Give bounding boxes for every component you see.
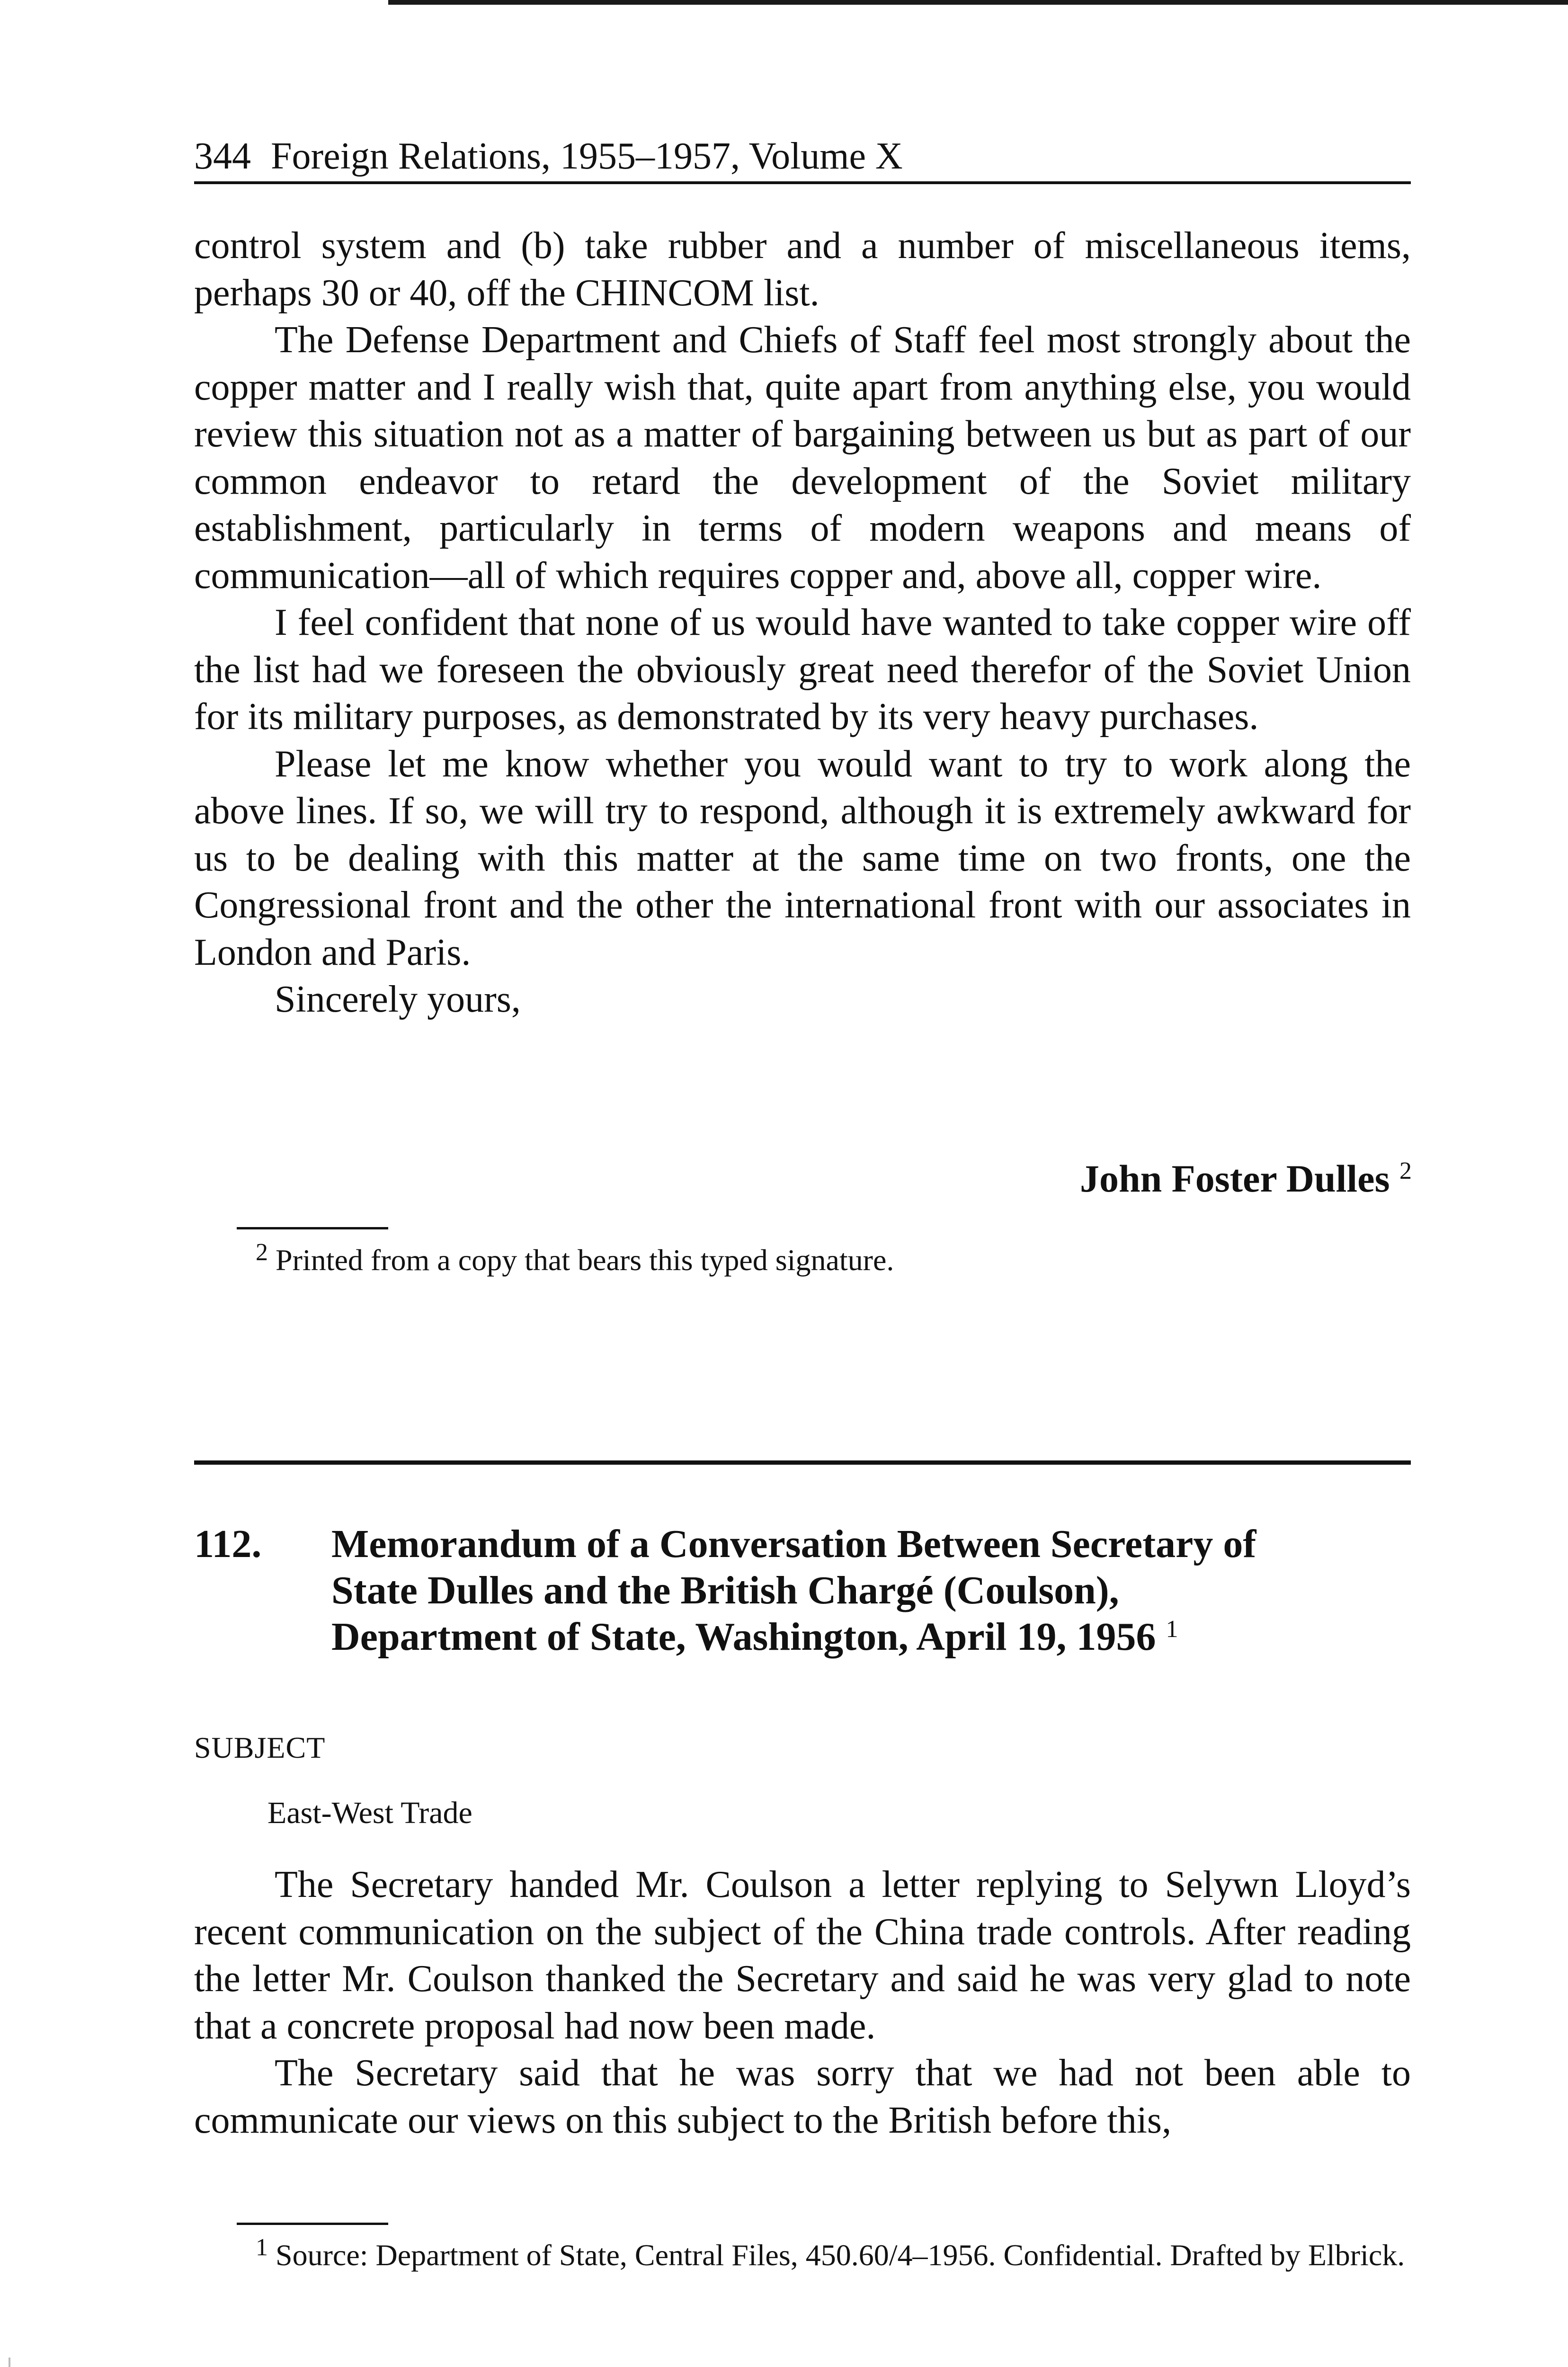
title-footnote-ref: 1 [1166, 1616, 1178, 1643]
page-number: 344 [194, 135, 251, 177]
footnote-rule-top [237, 1227, 388, 1229]
letter-paragraph-3: I feel confident that none of us would have wanted to take copper wire off the list had we foreseen the obviously great need therefor of the Soviet Union for its military purposes, as demonstrated by its very heavy purchases. [194, 602, 1411, 738]
document-number: 112. [194, 1522, 262, 1566]
margin-mark [9, 2358, 10, 2367]
memo-paragraph-1: The Secretary handed Mr. Coulson a letter replying to Selywn Lloyd’s recent communication on the subject of the China trade controls. After reading the letter Mr. Coulson thanked the Secretary and said he was very glad to note that a concrete proposal had now been made. [194, 1864, 1411, 2047]
document-title-line-1: Memorandum of a Conversation Between Secretary of [331, 1522, 1256, 1566]
document-title-line-2: State Dulles and the British Chargé (Coulson), [331, 1568, 1119, 1612]
letter-paragraph-4: Please let me know whether you would want to try to work along the above lines. If so, we will try to respond, although it is extremely awkward for us to be dealing with this matter at the same time on two fronts, one the Congressional front and the other the international front with our associates in London and Paris. [194, 743, 1411, 973]
running-title: Foreign Relations, 1955–1957, Volume X [271, 135, 903, 177]
footnote-1-text: Source: Department of State, Central Files, 450.60/4–1956. Confidential. Drafted by Elbrick. [276, 2238, 1405, 2272]
letter-paragraph-2: The Defense Department and Chiefs of Staff feel most strongly about the copper matter and I really wish that, quite apart from anything else, you would review this situation not as a matter of bargaining between us but as part of our common endeavor to retard the development of the Soviet military establishment, particularly in terms of modern weapons and means of communication—all of which requires copper and, above all, copper wire. [194, 319, 1411, 596]
page-top-edge [388, 0, 1568, 5]
subject-text: East-West Trade [267, 1796, 472, 1830]
letter-body [194, 222, 1411, 1023]
signature [1080, 1155, 1412, 1202]
footnote-2-marker: 2 [256, 1239, 268, 1266]
running-header [194, 132, 1411, 184]
footnote-1-marker: 1 [256, 2234, 268, 2261]
signature-footnote-ref: 2 [1399, 1157, 1412, 1184]
document-title [331, 1521, 1406, 1660]
footnote-2 [194, 1239, 1411, 1278]
footnote-2-text: Printed from a copy that bears this typed signature. [276, 1243, 894, 1277]
section-divider [194, 1460, 1411, 1465]
subject-label: SUBJECT [194, 1731, 326, 1764]
letter-closing: Sincerely yours, [275, 979, 521, 1020]
letter-paragraph-1: control system and (b) take rubber and a number of miscellaneous items, perhaps 30 or 40, off the CHINCOM list. [194, 225, 1411, 314]
footnote-1 [194, 2234, 1411, 2273]
document-title-line-3: Department of State, Washington, April 19, 1956 [331, 1615, 1156, 1659]
footnote-rule-bottom [237, 2223, 388, 2225]
memo-paragraph-2: The Secretary said that he was sorry that we had not been able to communicate our views on this subject to the British before this, [194, 2052, 1411, 2141]
memo-body [194, 1861, 1411, 2144]
signature-name: John Foster Dulles [1079, 1157, 1390, 1200]
